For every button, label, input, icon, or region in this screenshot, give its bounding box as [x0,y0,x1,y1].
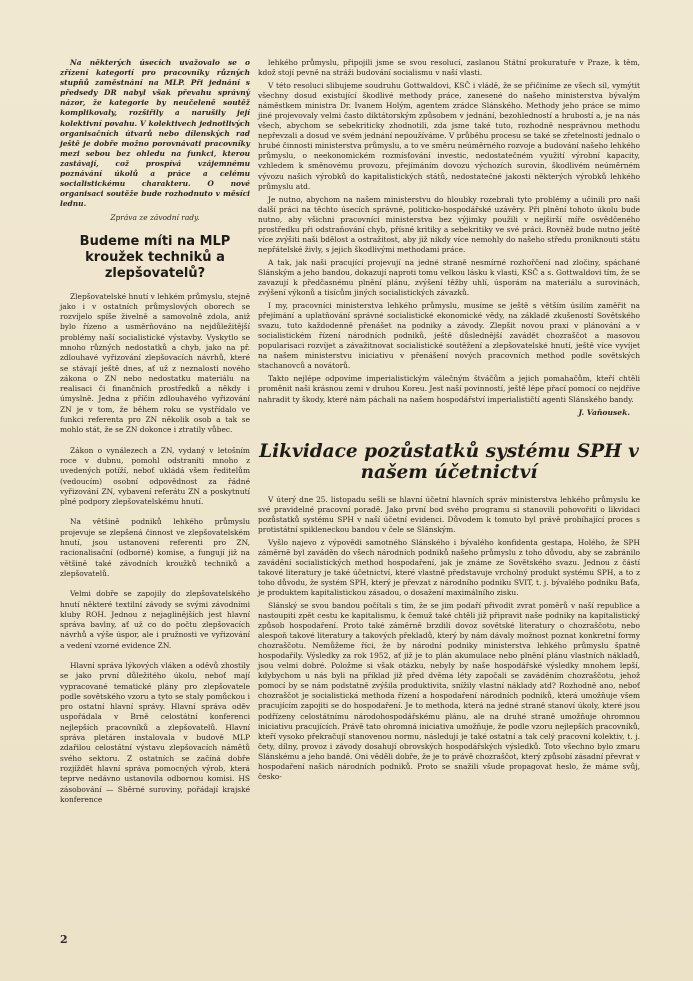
right-paragraph: A tak, jak naši pracující projevují na jedné straně nesmírné rozhořčení nad zločiny, spáchané Slánským a jeho bandou, dokazují naproti tomu velkou lásku k vlasti, KSČ a s. Gottwaldovi tím, že se zavazují k předčasnému plnění plánu, zvýšení těžby uhlí, úsporám na materiálu a surovinách, zvýšení výkonů a tisícům jiných socialistických závazků. [258,257,640,298]
author-signature: J. Vaňousek. [578,407,630,417]
left-paragraph: Velmi dobře se zapojily do zlepšovatelského hnutí některé textilní závody se svými závodními kluby ROH. Jednou z nejaglinějších jest hlavní správa bavlny, ať už co do počtu zlepšovacích návrhů a výše úspor, ale i pružnosti ve vyřizování a vedení vzorné evidence ZN. [60,589,250,650]
article-heading-left: Budeme míti na MLP kroužek techniků a zlepšovatelů? [79,233,231,281]
right-paragraph: Slánský se svou bandou počítali s tím, že se jim podaří přivodit zvrat poměrů v naší republice a nastoupiti zpět cestu ke kapitalismu, k čemuž také chtěli již připravit naše podniky na kapitalistický způsob hospodaření. Proto také záměrně brzdili dovoz sovětské literatury o chozraščotu, nebo alespoň takové literatury a takových překladů, který by nám dávaly možnost poznat konkretní formy chozraščotu. Nemůžeme říci, že by národní podniky ministerstva lehkého průmyslu špatně hospodařily. Výsledky za rok 1952, ať již je to plán akumulace nebo plnění plánu vlastních nákladů, jsou velmi dobré. Položme si však otázku, nebyly by naše hospodářské výsledky mnohem lepší, kdybychom u nás byli na příklad již před dvěma léty započali se zaváděním chozraščotu, jehož pomocí by se nám podstatně zvýšila produktivita, snížily vlastní náklady atd? Rozhodně ano, neboť chozraščot je socialistická methoda řízení a hospodaření národních podniků, která umožňuje všem pracujícím zapojiti se do hospodaření. Je to methoda, která na jedné straně stanoví úkoly, které jsou podřízeny celostátnímu národohospodářskému plánu, ale na druhé straně umožňuje ohromnou iniciativu pracujících. Právě tato ohromná iniciativa umožňuje, že podle vzoru nejlepších pracovníků, kteří vysoko překračují stanovenou normu, následují je také ostatní a tak celý pracovní kolektiv, t. j. čety, dílny, provoz i závody dosahují obrovských hospodářských výsledků. Toto všechno bylo zmaru Slánskému a jeho bandě. Oni věděli dobře, že je to právě chozraščot, který způsobí zásadní převrat v hospodaření našich národních podniků. Proto se snažili všude propagovat heslo, že máme svůj, česko- [258,601,640,781]
left-paragraph: Na většině podniků lehkého průmyslu projevuje se zlepšená činnost ve zlepšovatelském hnutí, jsou ustanoveni referenti pro ZN, racionalisační (odborné) komise, a fungují již na většině také závodních kroužků techniků a zlepšovatelů. [60,517,250,578]
right-paragraph: V této resoluci slibujeme soudruhu Gottwaldovi, KSČ i vládě, že se přičiníme ze všech sil, vymýtit všechny dosud existující škodlivé methody práce, zanesené do našeho ministerstva bývalým náměstkem ministra Dr. Ivanem Holým, agentem zrádce Slánského. Methody jeho práce se mimo jiné projevovaly velmi často diktátorským způsobem v jednání, bezohledností a hrubostí a, je na nás všech, abychom se sebekriticky zhodnotili, zda jsme také tuto, rozhodně nesprávnou methodu nepřevzali a dosud ve svém jednání nepoužíváme. V průběhu procesu se také se zřetelností jednalo o hrubé činnosti ministerstva průmyslu, a to ve směru neúměrného rozvoje a budování našeho lehkého průmyslu, o neekonomickém rozmísťování investic, nedostatečném využití výrobní kapacity, vzhledem k směnovému provozu, přejímáním dovozu výchozích surovin, škodlivém neúměrném vývozu našich výrobků do kapitalistických států, nedostatečné jakosti některých výrobků lehkého průmyslu atd. [258,81,640,191]
right-paragraph: Je nutno, abychom na našem ministerstvu do hloubky rozebrali tyto problémy a učinili pro naši další práci na těchto úsecích správné, politicko-hospodářské uzávěry. Při plnění tohoto úkolu bude nutno, aby všichni pracovníci ministerstva bez výjimky použili v nejširší míře osvědčeného prostředku při odstraňování chyb, přísné kritiky a sebekritiky ve své práci. Rovněž bude nutno ještě více zvýšiti naši bdělost a ostražitost, aby již nikdy více nemohly do našeho středu proniknouti státu nepřátelské živly, s jejich škodlivými methodami práce. [258,194,640,254]
right-paragraph: Vyšlo najevo z výpovědi samotného Slánského i bývalého konfidenta gestapa, Holého, že SPH záměrně byl zaváděn do všech národních podniků našeho průmyslu z toho důvodu, aby se zabránilo zavádění socialistických method hospodaření, jak je známe ze Sovětského svazu. Jednou z částí takové literatury je také účetnictví, které vlastně představuje vrcholný produkt systému SPH, a to z toho důvodu, že systém SPH, který je převzat z národního podniku SVIT, t. j. bývalého podniku Baťa, je produktem kapitalistickou zásadou, o dosažení maximálního zisku. [258,537,640,597]
intro-signoff: Zpráva ze závodní rady. [110,213,200,223]
article-heading-right: Likvidace pozůstatků systému SPH v našem účetnictví [259,440,639,483]
right-column [258,58,640,785]
left-paragraph: Zákon o vynálezech a ZN, vydaný v letošním roce v dubnu, pomohl odstraniti mnoho z uvedených potíží, neboť ukládá všem ředitelům (vedoucím) osobní odpovědnost za řádné vyřizování ZN, vybavení referátu ZN a poskytnutí plné podpory zlepšovatelskému hnutí. [60,445,250,507]
right-paragraph: lehkého průmyslu, připojili jsme se svou resolucí, zaslanou Státní prokuratuře v Praze, k těm, kdož stojí pevně na stráži budování socialismu v naší vlasti. [258,58,640,78]
right-paragraph: I my, pracovníci ministerstva lehkého průmyslu, musíme se ještě s větším úsilím zaměřit na přejímání a uplatňování správné socialistické ekonomické vědy, na základě zkušeností Sovětského svazu, tuto každodenně přenášet na podniky a závody. Zlepšit novou praxi v plánování a v socialistickém řízení národních podniků, ještě důslednější zavádět chozraščot a masovou popularisaci rozvíjet a závažitnovat socialistické soutěžení a zlepšovatelské hnutí, ještě více vyvíjet na našem ministerstvu iniciativu v přenášení nových pracovních method podle sovětských stachanovců a novátorů. [258,301,640,371]
left-column [60,58,250,815]
intro-paragraph: Na některých úsecích uvažovalo se o zřízení kategorií pro pracovníky různých stupňů zaměstnání na MLP. Při jednání s předsedy DR nabyl však převahu správný názor, že kategorie by neučeleně soutěž komplikovaly, rozšiřily a narušily její kolektivní povahu. V kolektivech jednotlivých organisačních útvarů nebo dílenských rad ještě je dobře možno porovnávati pracovníky mezi sebou bez ohledu na funkci, kterou zastávají, což prospívá vzájemnému poznávání úkolů a práce a celému socialistickému charakteru. O nové organisaci soutěže bude rozhodnuto v měsíci lednu. [60,58,250,209]
right-paragraph: Takto nejlépe odpovíme imperialistickým válečným štváčům a jejich pomahačům, kteří chtěli proměnit naši krásnou zemi v druhou Koreu. Jest naší povinností, ještě lépe přací pomocí co nejdříve nahradit ty škody, které nám páchali na našem hospodářství imperialističtí agenti Slánského bandy. [258,374,640,404]
right-paragraph: V úterý dne 25. listopadu sešli se hlavní účetní hlavních správ ministerstva lehkého průmyslu ke své pravidelné pracovní poradě. Jako první bod svého programu si stanovili pohovořiti o likvidaci pozůstatků systému SPH v naší účetní evidenci. Důvodem k tomuto byl právě probíhající proces s protistátní spikleneckou bandou v čele se Slánským. [258,494,640,534]
left-paragraph: Zlepšovatelské hnutí v lehkém průmyslu, stejně jako i v ostatních průmyslových oborech se rozvíjelo spíše živelně a samovolně zdola, aniž bylo řízeno a usměrňováno na nejdůležitější problémy naší socialistické výstavby. Vyskytlo se mnoho různých nedostatků a chyb, jako na př. zdlouhavé vyřizování zlepšovacích návrhů, které se stávají ještě dnes, ať už z neznalosti nového zákona o ZN nebo nedostatku materiálu na realisaci či finančních prostředků a někdy i úmyslně. Jedna z příčin zdlouhavého vyřizování ZN je v tom, že během roku se vystřídalo ve funkci referenta pro ZN několik osob a tak se mohlo stát, že se ZN dokonce i ztratily vůbec. [60,291,250,435]
page-number: 2 [60,933,68,946]
left-paragraph: Hlavní správa lýkových vláken a oděvů zhostily se jako první důležitého úkolu, neboť mají vypracované tematické plány pro zlepšovatele podle sovětského vzoru a tyto se staly pomůckou i pro ostatní hlavní správy. Hlavní správa oděv uspořádala v Brně celostátní konferenci nejlepších pracovníků a zlepšovatelů. Hlavní správa pletáren instalovala v budově MLP zdařilou celostátní výstavu zlepšovacích námětů svého sektoru. Z ostatních se začíná dobře rozjíždět hlavní správa pomocných výrob, která teprve nedávno ustanovila odbornou komisi. HS zásobování — Sběrné suroviny, pořádají krajské konference [60,661,250,804]
